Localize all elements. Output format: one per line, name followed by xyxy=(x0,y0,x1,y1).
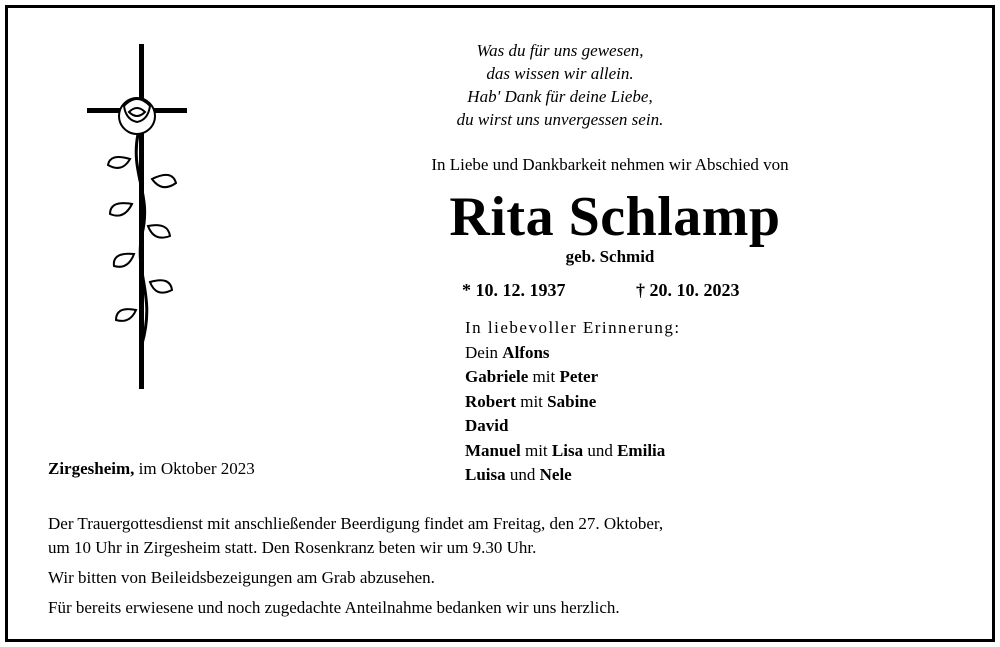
family-member: Emilia xyxy=(617,440,666,460)
family-member: Peter xyxy=(559,367,599,386)
place-and-date xyxy=(48,459,255,479)
town-name: Zirgesheim, xyxy=(48,459,135,478)
deceased-name: Rita Schlamp xyxy=(449,186,781,248)
family-line xyxy=(465,463,681,488)
condolence-text: Wir bitten von Beileidsbezeigungen am Grab abzusehen. xyxy=(48,568,435,587)
family-text: Dein xyxy=(465,342,503,362)
family-line xyxy=(465,390,681,415)
family-text: und xyxy=(583,440,618,460)
family-text: mit xyxy=(515,391,548,411)
family-text: mit xyxy=(528,367,560,386)
birth-date: * 10. 12. 1937 xyxy=(462,280,566,300)
family-member: Nele xyxy=(539,465,572,484)
family-text: mit xyxy=(520,440,552,460)
family-member: David xyxy=(465,416,509,435)
family-list xyxy=(465,316,681,488)
family-member: Robert xyxy=(465,391,516,411)
family-member: Alfons xyxy=(502,342,550,362)
family-text: und xyxy=(505,465,540,484)
poem-line: das wissen wir allein. xyxy=(486,64,634,83)
poem-line: Hab' Dank für deine Liebe, xyxy=(467,87,653,106)
family-member: Sabine xyxy=(547,391,597,411)
service-text-1: Der Trauergottesdienst mit anschließender Beerdigung findet am Freitag, den 27. Oktober, xyxy=(48,514,664,533)
maiden-name: geb. Schmid xyxy=(565,247,655,266)
poem-line: Was du für uns gewesen, xyxy=(476,41,644,60)
farewell-intro: In Liebe und Dankbarkeit nehmen wir Abschied von xyxy=(431,155,789,174)
family-line xyxy=(465,365,681,390)
poem-line: du wirst uns unvergessen sein. xyxy=(456,110,664,129)
family-line xyxy=(465,414,681,439)
family-member: Gabriele xyxy=(465,367,529,386)
notice-date: im Oktober 2023 xyxy=(134,459,255,478)
service-text-2: um 10 Uhr in Zirgesheim statt. Den Rosenkranz beten wir um 9.30 Uhr. xyxy=(48,538,537,557)
family-member: Lisa xyxy=(551,440,584,460)
family-line xyxy=(465,341,681,366)
memorial-poem xyxy=(360,39,760,131)
family-member: Manuel xyxy=(465,440,521,460)
family-member: Luisa xyxy=(465,465,506,484)
family-line xyxy=(465,439,681,464)
cross-with-rose-icon xyxy=(82,44,192,394)
thanks-text: Für bereits erwiesene und noch zugedachte Anteilnahme bedanken wir uns herzlich. xyxy=(48,598,620,617)
family-heading: In liebevoller Erinnerung: xyxy=(465,318,681,337)
death-date: † 20. 10. 2023 xyxy=(636,280,740,300)
funeral-notice xyxy=(48,512,948,626)
